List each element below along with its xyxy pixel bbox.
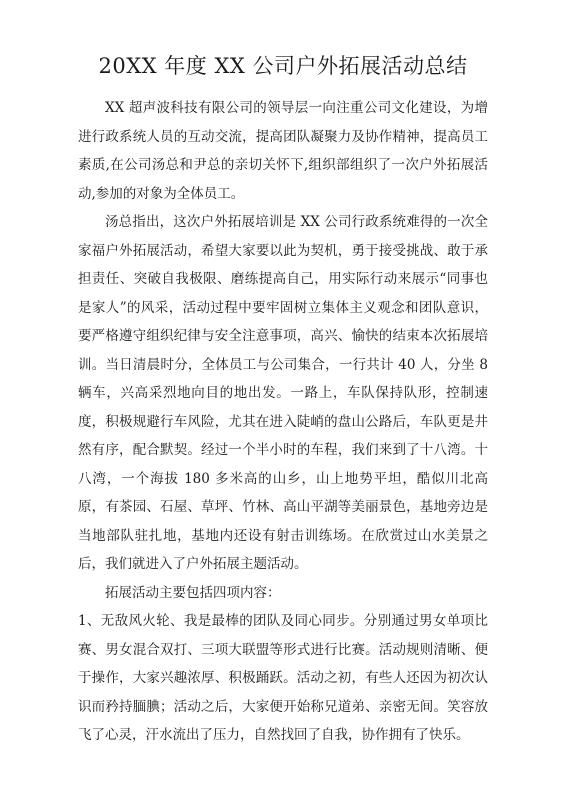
document-title: 20XX 年度 XX 公司户外拓展活动总结	[98, 54, 468, 78]
paragraph-intro: XX 超声波科技有限公司的领导层一向注重公司文化建设，为增进行政系统人员的互动交流，提高团队凝聚力及协作精神，提高员工素质,在公司汤总和尹总的亲切关怀下,组织部组织了一次户外拓展活动,参加的对象为全体员工。	[78, 100, 488, 202]
paragraph-activity-1: 1、无敌风火轮、我是最棒的团队及同心同步。分别通过男女单项比赛、男女混合双打、三项大联盟等形式进行比赛。活动规则清晰、便于操作，大家兴趣浓厚、积极踊跃。活动之初，有些人还因为初次认识而矜持腼腆；活动之后，大家便开始称兄道弟、亲密无间。笑容放飞了心灵，汗水流出了压力，自然找回了自我，协作拥有了快乐。	[78, 613, 488, 743]
paragraph-speech-and-trip: 汤总指出，这次户外拓展培训是 XX 公司行政系统难得的一次全家福户外拓展活动，希望大家要以此为契机，勇于接受挑战、敢于承担责任、突破自我极限、磨练提高自己，用实际行动来展示“同事也是家人”的风采，活动过程中要牢固树立集体主义观念和团队意识，要严格遵守组织纪律与安全注意事项，高兴、愉快的结束本次拓展培训。当日清晨时分，全体员工与公司集合，一行共计 40 人，分坐 8 辆车，兴高采烈地向目的地出发。一路上，车队保持队形，控制速度，积极规避行车风险，尤其在进入陡峭的盘山公路后，车队更是井然有序，配合默契。经过一个半小时的车程，我们来到了十八湾。十八湾，一个海拔 180 多米高的山乡，山上地势平坦，酷似川北高原，有茶园、石屋、草坪、竹林、高山平湖等美丽景色，基地旁边是当地部队驻扎地，基地内还设有射击训练场。在欣赏过山水美景之后，我们就进入了户外拓展主题活动。	[78, 214, 488, 572]
paragraph-activities-heading: 拓展活动主要包括四项内容：	[105, 584, 281, 601]
